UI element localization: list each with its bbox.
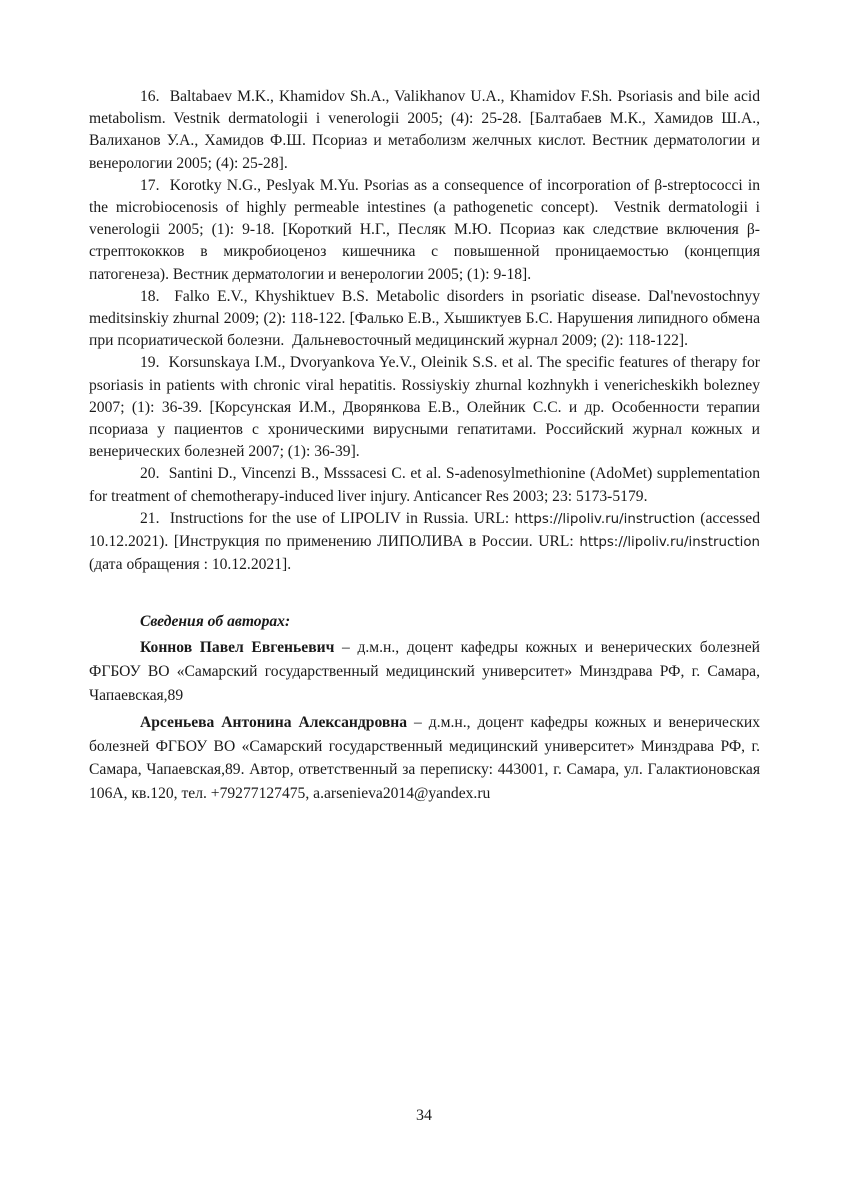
reference-text: 21. Instructions for the use of LIPOLIV in Russia. URL:	[140, 509, 515, 527]
reference-item: 17. Korotky N.G., Peslyak M.Yu. Psorias as a consequence of incorporation of β-streptococci in the microbiocenosis of highly permeable intestines (a pathogenetic concept). Vestnik dermatologii i venerologii 2005; (1): 9-18. [Короткий Н.Г., Песляк М.Ю. Псориаз как следствие включения β-стрептококков в микробиоценоз кишечника с повышенной проницаемостью (концепция патогенеза). Вестник дерматологии и венерологии 2005; (1): 9-18].	[89, 176, 760, 283]
author-info	[89, 711, 760, 805]
authors-heading: Сведения об авторах:	[140, 613, 291, 631]
author-details: – д.м.н., доцент кафедры кожных и венерических болезней ФГБОУ ВО «Самарский государственный медицинский университет» Минздрава РФ, г. Самара, Чапаевская,89. Автор, ответственный за переписку: 443001, г. Самара, ул. Галактионовская 106А, кв.120, тел. +79277127475, a.arsenieva2014@yandex.ru	[89, 714, 760, 803]
reference-url: https://lipoliv.ru/instruction	[514, 511, 696, 527]
author-details: – д.м.н., доцент кафедры кожных и венерических болезней ФГБОУ ВО «Самарский государственный медицинский университет» Минздрава РФ, г. Самара, Чапаевская,89	[89, 639, 760, 704]
reference-text: (accessed 10.12.2021). [Инструкция по применению ЛИПОЛИВА в России. URL:	[89, 509, 760, 551]
reference-item: 20. Santini D., Vincenzi B., Msssacesi C. et al. S-adenosylmethionine (AdoMet) supplementation for treatment of chemotherapy-induced liver injury. Anticancer Res 2003; 23: 5173-5179.	[89, 465, 760, 505]
reference-list	[89, 86, 760, 576]
author-name: Арсеньева Антонина Александровна	[140, 714, 408, 732]
author-name: Коннов Павел Евгеньевич	[140, 639, 335, 657]
reference-url: https://lipoliv.ru/instruction	[579, 535, 760, 551]
reference-text: (дата обращения : 10.12.2021].	[89, 556, 292, 574]
author-info	[89, 636, 760, 707]
page-number: 34	[416, 1107, 432, 1124]
reference-item: 19. Korsunskaya I.M., Dvoryankova Ye.V., Oleinik S.S. et al. The specific features of therapy for psoriasis in patients with chronic viral hepatitis. Rossiyskiy zhurnal kozhnykh i venericheskikh bolezney 2007; (1): 36-39. [Корсунская И.М., Дворянкова Е.В., Олейник С.С. и др. Особенности терапии псориаза у пациентов с хроническими вирусными гепатитами. Российский журнал кожных и венерических болезней 2007; (1): 36-39].	[89, 354, 760, 461]
reference-item	[89, 508, 760, 577]
reference-item: 18. Falko E.V., Khyshiktuev B.S. Metabolic disorders in psoriatic disease. Dal'nevostochnyy meditsinskiy zhurnal 2009; (2): 118-122. [Фалько Е.В., Хышиктуев Б.С. Нарушения липидного обмена при псориатической болезни. Дальневосточный медицинский журнал 2009; (2): 118-122].	[89, 287, 760, 350]
reference-item: 16. Baltabaev M.K., Khamidov Sh.A., Valikhanov U.A., Khamidov F.Sh. Psoriasis and bile acid metabolism. Vestnik dermatologii i venerologii 2005; (4): 25-28. [Балтабаев М.К., Хамидов Ш.А., Валиханов У.А., Хамидов Ф.Ш. Псориаз и метаболизм желчных кислот. Вестник дерматологии и венерологии 2005; (4): 25-28].	[89, 88, 760, 172]
page-content	[89, 86, 760, 810]
